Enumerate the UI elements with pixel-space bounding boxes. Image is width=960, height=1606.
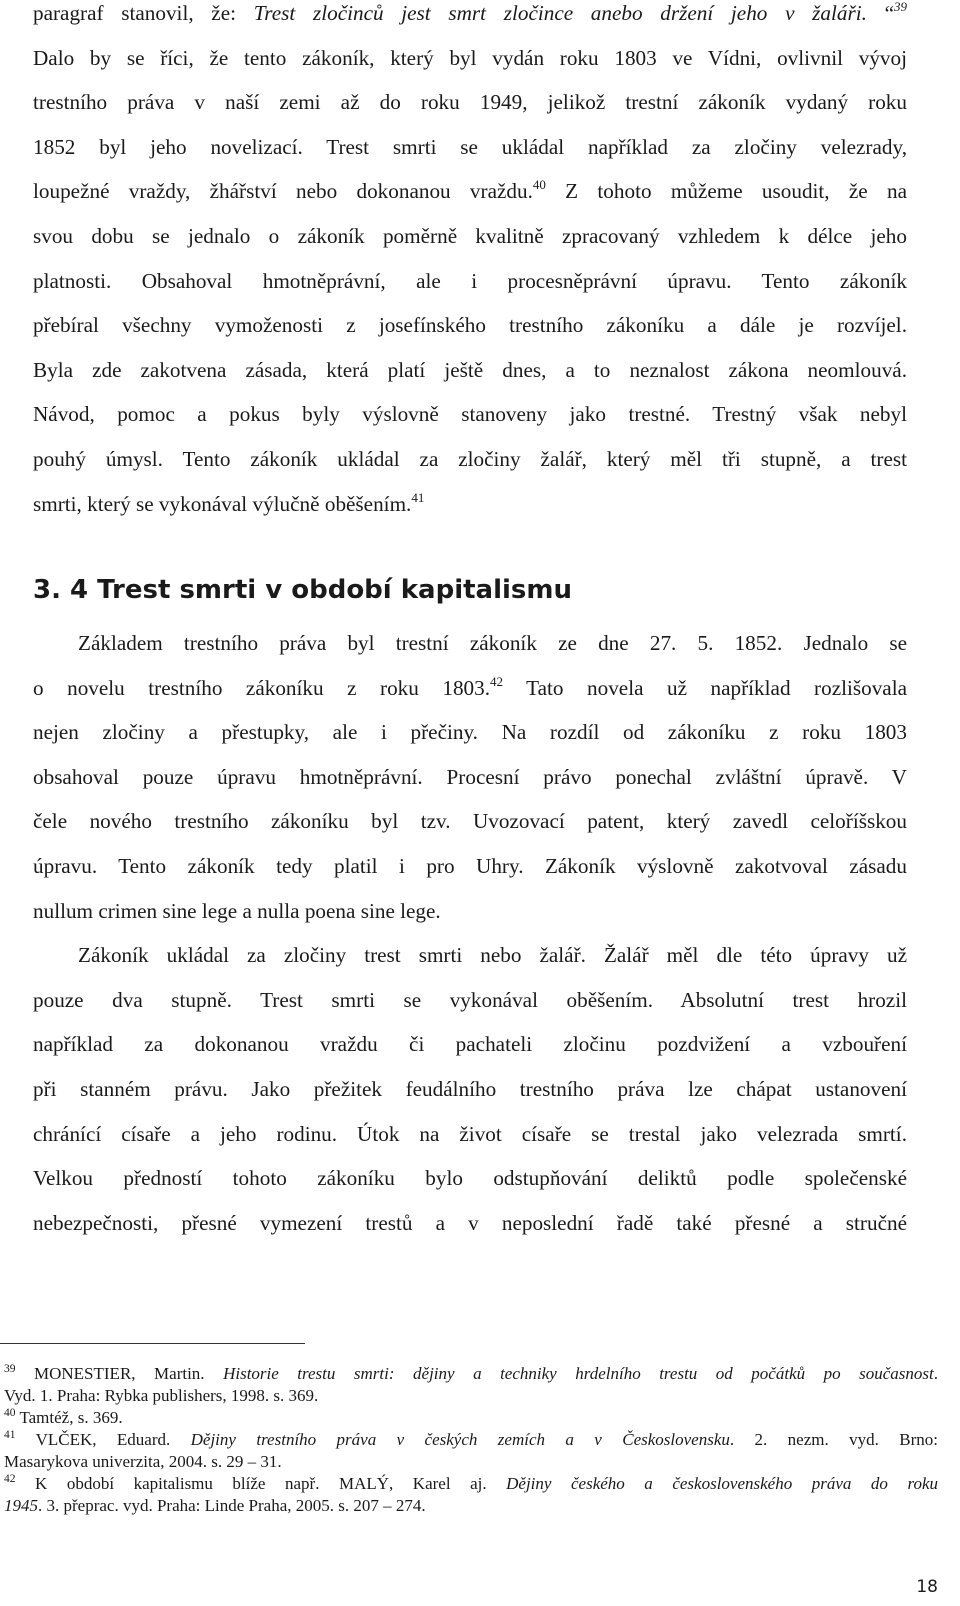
text-line: 1852 byl jeho novelizací. Trest smrti se ukládal například za zločiny velezrady, (33, 134, 907, 159)
text-line: paragraf stanovil, že: Trest zločinců jest smrt zločince anebo držení jeho v žaláři. “$^{39}$ (33, 0, 907, 25)
text-line: Velkou předností tohoto zákoníku bylo odstupňování deliktů podle společenské (33, 1166, 907, 1191)
text-line: Zákoník ukládal za zločiny trest smrti nebo žalář. Žalář měl dle této úpravy už (78, 943, 907, 968)
text-line: Byla zde zakotvena zásada, která platí ještě dnes, a to neznalost zákona neomlouvá. (33, 357, 907, 382)
text-line: Základem trestního práva byl trestní zákoník ze dne 27. 5. 1852. Jednalo se (78, 631, 907, 655)
text-line: při stanném právu. Jako přežitek feudálního trestního práva lze chápat ustanovení (33, 1076, 907, 1101)
body-text-section (33, 628, 907, 1252)
text-line: Dalo by se říci, že tento zákoník, který byl vydán roku 1803 ve Vídni, ovlivnil vývoj (33, 45, 907, 70)
text-line: o novelu trestního zákoníku z roku 1803.42 Tato novela už například rozlišovala (33, 673, 907, 700)
text-line: trestního práva v naší zemi až do roku 1949, jelikož trestní zákoník vydaný roku (33, 90, 907, 115)
text-line: čele nového trestního zákoníku byl tzv. Uvozovací patent, který zavedl celoříšskou (33, 809, 907, 834)
text-line: smrti, který se vykonával výlučně oběšením.$^{41}$ (33, 489, 425, 516)
text-line: nebezpečnosti, přesné vymezení trestů a v neposlední řadě také přesné a stručné (33, 1210, 907, 1235)
text-line: nejen zločiny a přestupky, ale i přečiny. Na rozdíl od zákoníku z roku 1803 (33, 720, 907, 745)
footnote-39: $^{39}$ MONESTIER, Martin. Historie trestu smrti: dějiny a techniky hrdelního trestu od počátků po současnost. (4, 1363, 938, 1383)
text-line: pouze dva stupně. Trest smrti se vykonával oběšením. Absolutní trest hrozil (33, 987, 907, 1012)
text-line: přebíral všechny vymoženosti z josefínského trestního zákoníku a dále je rozvíjel. (33, 313, 907, 338)
footnote-42-cont: 1945. 3. přeprac. vyd. Praha: Linde Praha, 2005. s. 207 – 274. (4, 1496, 426, 1515)
text-line: loupežné vraždy, žhářství nebo dokonanou vraždu.$^{40}$ Z tohoto můžeme usoudit, že na (33, 177, 908, 204)
section-heading: 3. 4 Trest smrti v období kapitalismu (33, 575, 572, 605)
text-line: chránící císaře a jeho rodinu. Útok na život císaře se trestal jako velezrada smrtí. (33, 1121, 907, 1146)
body-text-intro (33, 0, 907, 533)
page-number: 18 (916, 1577, 938, 1597)
text-line: svou dobu se jednalo o zákoník poměrně kvalitně zpracovaný vzhledem k délce jeho (33, 223, 907, 248)
footnote-42: $^{42}$ K období kapitalismu blíže např. MALÝ, Karel aj. Dějiny českého a československého práva do roku (4, 1473, 938, 1493)
text-line: nullum crimen sine lege a nulla poena sine lege. (33, 898, 441, 923)
footnote-41: $^{41}$ VLČEK, Eduard. Dějiny trestního práva v českých zemích a v Československu. 2. nezm. vyd. Brno: (4, 1429, 938, 1449)
text-line: například za dokonanou vraždu či pachateli zločinu pozdvižení a vzbouření (33, 1032, 907, 1057)
footnotes (4, 1363, 938, 1517)
footnote-40: $^{40}$ Tamtéž, s. 369. (4, 1407, 123, 1427)
text-line: úpravu. Tento zákoník tedy platil i pro Uhry. Zákoník výslovně zakotvoval zásadu (33, 853, 907, 878)
footnote-ref[interactable]: 41 (411, 489, 425, 505)
text-line: obsahoval pouze úpravu hmotněprávní. Procesní právo ponechal zvláštní úpravě. V (33, 764, 907, 789)
footnote-ref[interactable]: 39 (894, 0, 907, 14)
footnote-ref[interactable]: 42 (490, 673, 504, 689)
footnote-ref[interactable]: 40 (532, 177, 546, 193)
footnote-separator (0, 1343, 305, 1344)
text-line: pouhý úmysl. Tento zákoník ukládal za zločiny žalář, který měl tři stupně, a trest (33, 446, 907, 471)
text-line: Návod, pomoc a pokus byly výslovně stanoveny jako trestné. Trestný však nebyl (33, 402, 907, 427)
text-line: platnosti. Obsahoval hmotněprávní, ale i procesněprávní úpravu. Tento zákoník (33, 268, 907, 293)
footnote-41-cont: Masarykova univerzita, 2004. s. 29 – 31. (4, 1452, 282, 1471)
footnote-39-cont: Vyd. 1. Praha: Rybka publishers, 1998. s. 369. (4, 1386, 319, 1405)
